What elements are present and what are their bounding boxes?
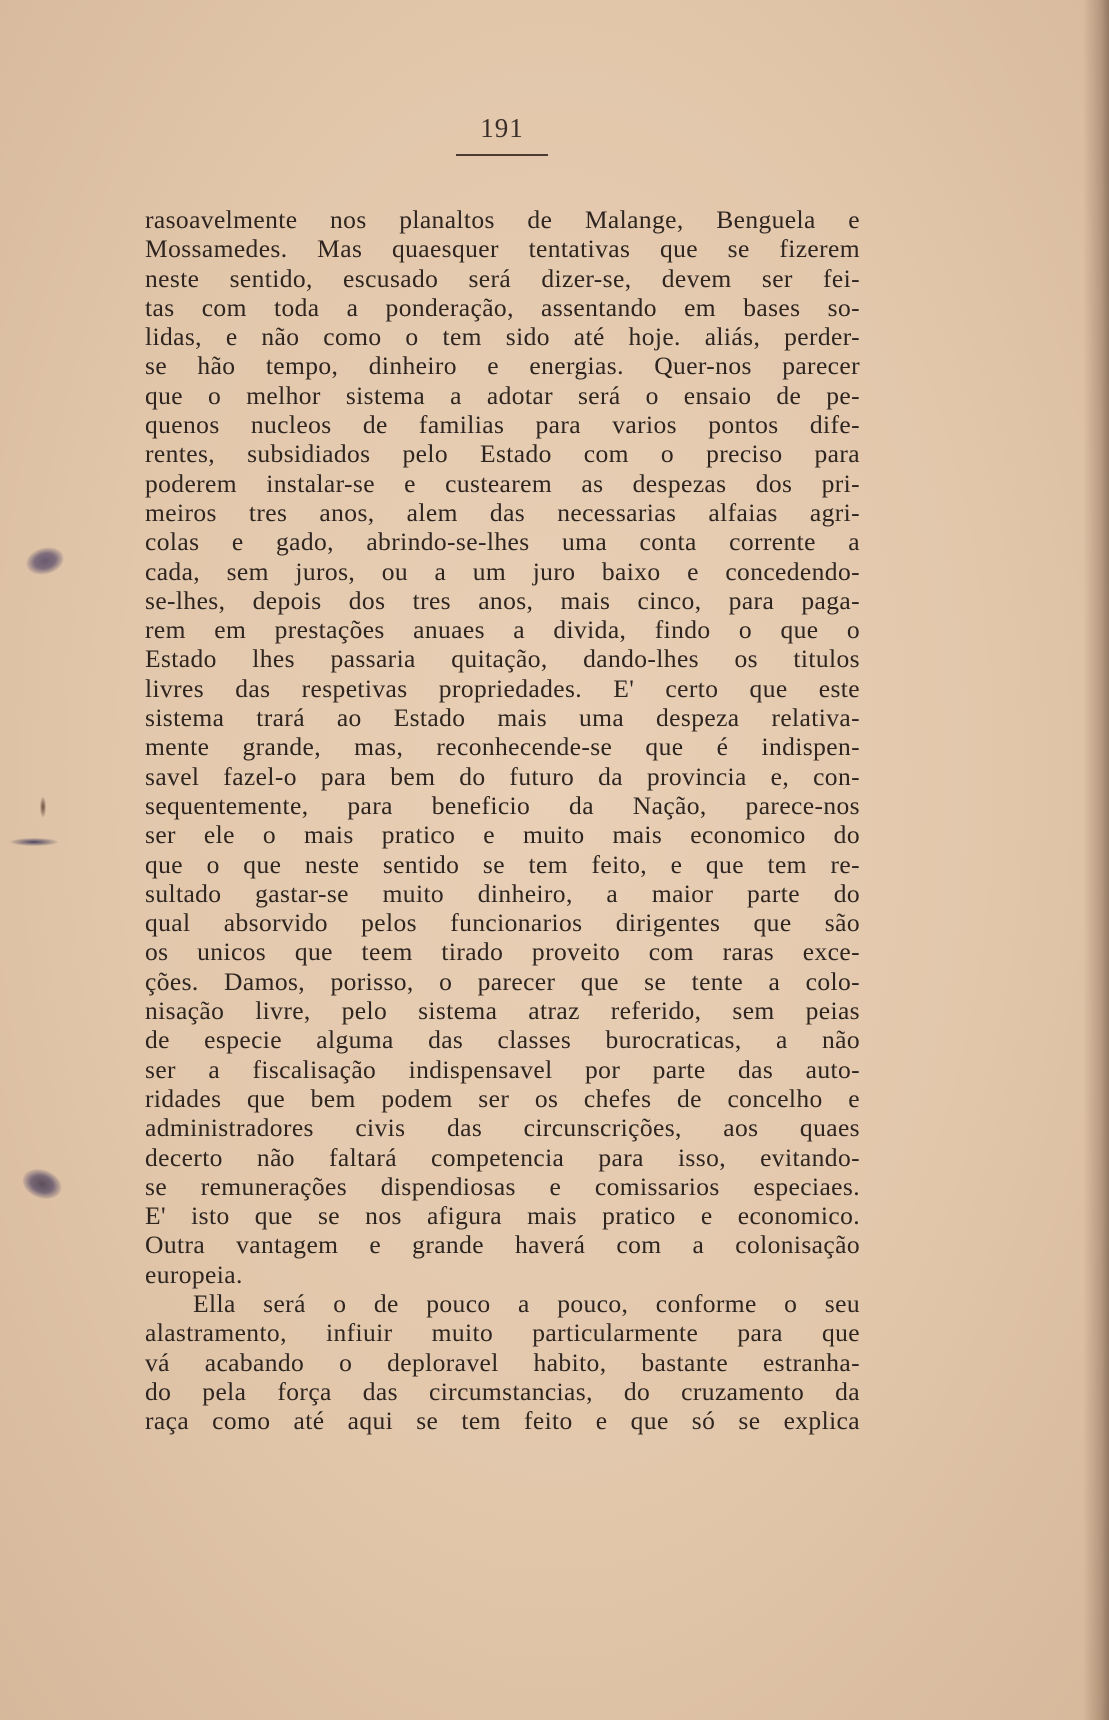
text-line: Ella será o de pouco a pouco, conforme o seu [193, 1288, 860, 1318]
text-line: quenos nucleos de familias para varios pontos dife- [145, 410, 860, 440]
text-line: rentes, subsidiados pelo Estado com o preciso para [145, 439, 860, 469]
ink-stain [10, 838, 58, 846]
text-line: alastramento, infiuir muito particularmente para que [145, 1318, 860, 1348]
page-number: 191 [480, 113, 524, 143]
text-line: raça como até aqui se tem feito e que só se explica [145, 1406, 860, 1436]
text-line: os unicos que teem tirado proveito com raras exce- [145, 937, 860, 967]
text-line: neste sentido, escusado será dizer-se, devem ser fei- [145, 263, 860, 293]
text-line: nisação livre, pelo sistema atraz referido, sem peias [145, 996, 860, 1026]
text-line: sequentemente, para beneficio da Nação, parece-nos [145, 790, 860, 820]
text-line: livres das respetivas propriedades. E' certo que este [145, 673, 860, 703]
page-edge-shadow [1083, 0, 1109, 1720]
text-line: do pela força das circumstancias, do cruzamento da [145, 1376, 860, 1406]
text-line: sultado gastar-se muito dinheiro, a maior parte do [145, 878, 860, 908]
text-line: cada, sem juros, ou a um juro baixo e concedendo- [145, 556, 860, 586]
text-line: administradores civis das circunscrições, aos quaes [145, 1113, 860, 1143]
text-line: poderem instalar-se e custearem as despezas dos pri- [145, 468, 860, 498]
text-line: que o que neste sentido se tem feito, e que tem re- [145, 849, 860, 879]
ink-stain [23, 544, 66, 579]
text-line: ser a fiscalisação indispensavel por parte das auto- [145, 1054, 860, 1084]
text-line: savel fazel-o para bem do futuro da provincia e, con- [145, 761, 860, 791]
text-line: tas com toda a ponderação, assentando em bases so- [145, 292, 860, 322]
text-line: ridades que bem podem ser os chefes de concelho e [145, 1083, 860, 1113]
text-line: rem em prestações anuaes a divida, findo o que o [145, 615, 860, 645]
text-line: ser ele o mais pratico e muito mais economico do [145, 820, 860, 850]
text-line: mente grande, mas, reconhecende-se que é indispen- [145, 732, 860, 762]
text-line: se-lhes, depois dos tres anos, mais cinco, para paga- [145, 585, 860, 615]
text-line: colas e gado, abrindo-se-lhes uma conta corrente a [145, 527, 860, 557]
text-line: se remunerações dispendiosas e comissarios especiaes. [145, 1171, 860, 1201]
text-line: Outra vantagem e grande haverá com a colonisação [145, 1230, 860, 1260]
text-line: decerto não faltará competencia para isso, evitando- [145, 1142, 860, 1172]
text-line: se hão tempo, dinheiro e energias. Quer-nos parecer [145, 351, 860, 381]
text-line: meiros tres anos, alem das necessarias alfaias agri- [145, 497, 860, 527]
text-line: qual absorvido pelos funcionarios dirigentes que são [145, 908, 860, 938]
text-line: Mossamedes. Mas quaesquer tentativas que se fizerem [145, 234, 860, 264]
text-line: E' isto que se nos afigura mais pratico e economico. [145, 1201, 860, 1231]
text-line: que o melhor sistema a adotar será o ensaio de pe- [145, 380, 860, 410]
text-line: vá acabando o deploravel habito, bastante estranha- [145, 1347, 860, 1377]
text-line: de especie alguma das classes burocraticas, a não [145, 1025, 860, 1055]
body-text [145, 205, 860, 1435]
text-line: sistema trará ao Estado mais uma despeza relativa- [145, 703, 860, 733]
text-line: lidas, e não como o tem sido até hoje. aliás, perder- [145, 322, 860, 352]
text-line: rasoavelmente nos planaltos de Malange, Benguela e [145, 205, 860, 234]
text-line: europeia. [145, 1259, 243, 1289]
text-line: Estado lhes passaria quitação, dando-lhes os titulos [145, 644, 860, 674]
ink-stain [18, 1164, 65, 1204]
text-line: ções. Damos, porisso, o parecer que se tente a colo- [145, 966, 860, 996]
ink-stain [40, 797, 46, 817]
page-number-underline [456, 154, 548, 156]
